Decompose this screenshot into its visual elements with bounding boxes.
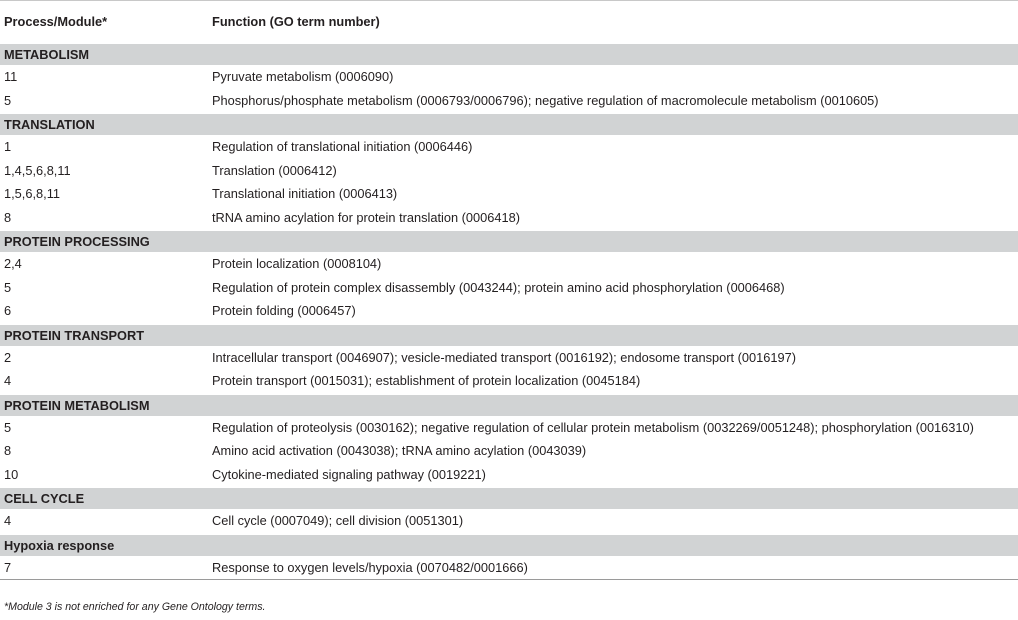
function-cell: tRNA amino acylation for protein translation (0006418) [212, 209, 521, 225]
header-process-module: Process/Module* [0, 1, 212, 44]
header-function-go-term: Function (GO term number) [212, 1, 1018, 44]
module-cell: 1,5,6,8,11 [4, 186, 60, 202]
table-bottom-rule [0, 580, 1018, 582]
module-cell: 8 [4, 443, 12, 459]
module-cell: 1,4,5,6,8,11 [4, 162, 71, 178]
module-cell: 10 [4, 466, 19, 482]
function-cell: Protein localization (0008104) [212, 256, 382, 272]
section-header-row [0, 487, 1018, 509]
table-row [0, 346, 1018, 370]
table-row [0, 556, 1018, 580]
module-cell: 4 [4, 513, 12, 529]
function-cell: Intracellular transport (0046907); vesicle-mediated transport (0016192); endosome transport (0016197) [212, 349, 797, 365]
function-cell: Regulation of proteolysis (0030162); negative regulation of cellular protein metabolism (0032269/0051248); phosphorylation (0016310) [212, 419, 974, 435]
module-cell: 1 [4, 139, 12, 155]
module-cell: 6 [4, 303, 12, 319]
table-row [0, 252, 1018, 276]
table-row [0, 182, 1018, 206]
function-cell: Regulation of protein complex disassembly (0043244); protein amino acid phosphorylation (0006468) [212, 279, 785, 295]
section-header-row [0, 43, 1018, 65]
table-row [0, 65, 1018, 89]
table-row [0, 206, 1018, 231]
function-cell: Protein transport (0015031); establishment of protein localization (0045184) [212, 373, 641, 389]
table-body [0, 43, 1018, 580]
section-header-row [0, 324, 1018, 346]
table-row [0, 89, 1018, 114]
function-cell: Protein folding (0006457) [212, 303, 356, 319]
module-cell: 11 [4, 69, 18, 85]
module-cell: 8 [4, 209, 12, 225]
section-header-row [0, 394, 1018, 416]
table-row [0, 369, 1018, 394]
table-row [0, 299, 1018, 324]
header-row [0, 1, 1018, 44]
section-title: CELL CYCLE [0, 487, 1018, 509]
function-cell: Translational initiation (0006413) [212, 186, 398, 202]
function-cell: Translation (0006412) [212, 162, 337, 178]
module-cell: 7 [4, 559, 12, 575]
table-row [0, 159, 1018, 183]
module-cell: 5 [4, 419, 12, 435]
function-cell: Phosphorus/phosphate metabolism (0006793/0006796); negative regulation of macromolecule metabolism (0010605) [212, 92, 879, 108]
section-header-row [0, 534, 1018, 556]
function-cell: Cytokine-mediated signaling pathway (0019221) [212, 466, 486, 482]
section-title: PROTEIN PROCESSING [0, 230, 1018, 252]
module-cell: 4 [4, 373, 12, 389]
function-cell: Cell cycle (0007049); cell division (0051301) [212, 513, 464, 529]
section-title: PROTEIN TRANSPORT [0, 324, 1018, 346]
section-title: PROTEIN METABOLISM [0, 394, 1018, 416]
module-cell: 2 [4, 349, 12, 365]
table-row [0, 135, 1018, 159]
module-cell: 5 [4, 279, 12, 295]
bottom-rule [0, 580, 1018, 582]
function-cell: Amino acid activation (0043038); tRNA amino acylation (0043039) [212, 443, 587, 459]
function-cell: Pyruvate metabolism (0006090) [212, 69, 394, 85]
section-title: Hypoxia response [0, 534, 1018, 556]
function-cell: Response to oxygen levels/hypoxia (0070482/0001666) [212, 559, 528, 575]
section-title: TRANSLATION [0, 113, 1018, 135]
function-cell: Regulation of translational initiation (0006446) [212, 139, 473, 155]
section-header-row [0, 230, 1018, 252]
module-cell: 2,4 [4, 256, 22, 272]
table-row [0, 276, 1018, 300]
table-header [0, 1, 1018, 44]
section-header-row [0, 113, 1018, 135]
table-row [0, 463, 1018, 488]
module-cell: 5 [4, 92, 12, 108]
table-row [0, 416, 1018, 440]
table-row [0, 439, 1018, 463]
table-row [0, 509, 1018, 534]
section-title: METABOLISM [0, 43, 1018, 65]
table-footnote: *Module 3 is not enriched for any Gene Ontology terms. [4, 601, 266, 613]
